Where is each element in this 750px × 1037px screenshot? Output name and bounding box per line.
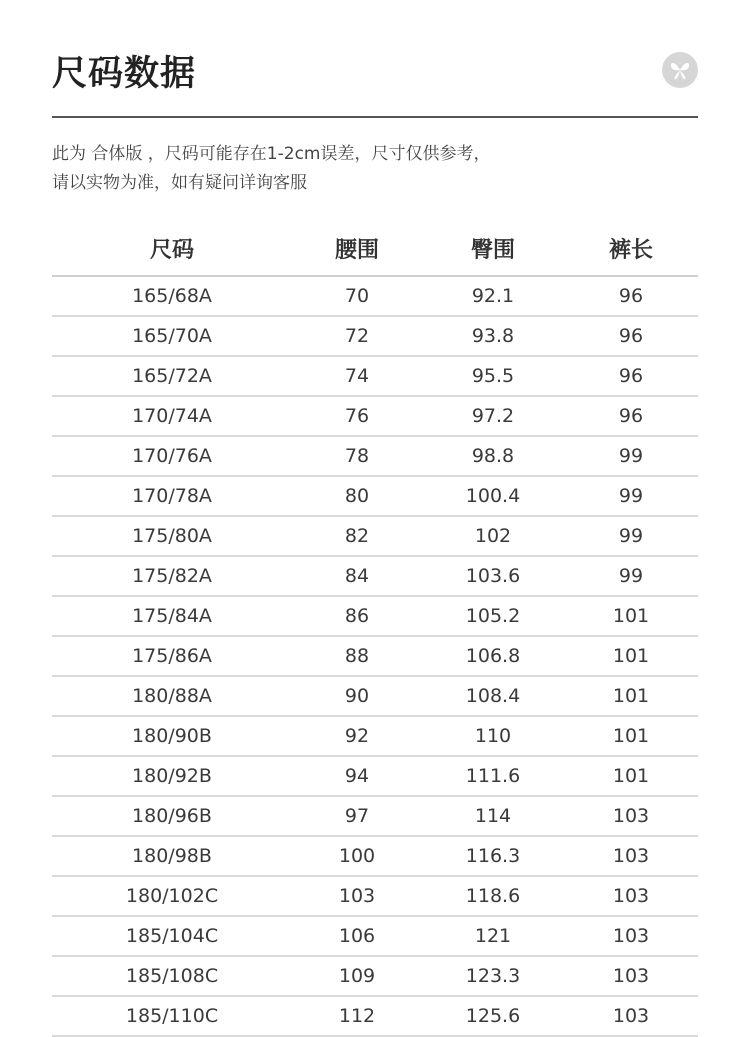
cell-waist: 76 bbox=[292, 396, 422, 436]
cell-hip: 100.4 bbox=[422, 476, 564, 516]
cell-size: 175/80A bbox=[52, 516, 292, 556]
cell-length: 101 bbox=[564, 716, 698, 756]
cell-waist: 84 bbox=[292, 556, 422, 596]
column-header-hip: 臀围 bbox=[422, 221, 564, 276]
cell-size: 180/88A bbox=[52, 676, 292, 716]
table-row bbox=[52, 836, 698, 876]
cell-hip: 92.1 bbox=[422, 276, 564, 316]
cell-length: 103 bbox=[564, 916, 698, 956]
cell-waist: 94 bbox=[292, 756, 422, 796]
cell-hip: 98.8 bbox=[422, 436, 564, 476]
cell-hip: 97.2 bbox=[422, 396, 564, 436]
cell-waist: 97 bbox=[292, 796, 422, 836]
cell-length: 99 bbox=[564, 516, 698, 556]
table-row bbox=[52, 676, 698, 716]
cell-length: 96 bbox=[564, 356, 698, 396]
table-row bbox=[52, 956, 698, 996]
cell-size: 180/98B bbox=[52, 836, 292, 876]
column-header-waist: 腰围 bbox=[292, 221, 422, 276]
cell-length: 99 bbox=[564, 476, 698, 516]
table-row bbox=[52, 556, 698, 596]
cell-hip: 108.4 bbox=[422, 676, 564, 716]
table-row bbox=[52, 276, 698, 316]
cell-length: 96 bbox=[564, 276, 698, 316]
table-row bbox=[52, 316, 698, 356]
size-table bbox=[52, 221, 698, 1037]
cell-length: 103 bbox=[564, 796, 698, 836]
table-row bbox=[52, 876, 698, 916]
page-title: 尺码数据 bbox=[52, 54, 197, 94]
table-row bbox=[52, 396, 698, 436]
cell-waist: 90 bbox=[292, 676, 422, 716]
cell-hip: 106.8 bbox=[422, 636, 564, 676]
cell-size: 180/92B bbox=[52, 756, 292, 796]
cell-length: 103 bbox=[564, 876, 698, 916]
cell-length: 101 bbox=[564, 676, 698, 716]
cell-hip: 123.3 bbox=[422, 956, 564, 996]
cell-length: 101 bbox=[564, 756, 698, 796]
cell-waist: 70 bbox=[292, 276, 422, 316]
title-divider bbox=[52, 116, 698, 118]
table-row bbox=[52, 996, 698, 1036]
cell-waist: 74 bbox=[292, 356, 422, 396]
column-header-size: 尺码 bbox=[52, 221, 292, 276]
cell-waist: 92 bbox=[292, 716, 422, 756]
cell-length: 96 bbox=[564, 316, 698, 356]
table-row bbox=[52, 476, 698, 516]
cell-waist: 112 bbox=[292, 996, 422, 1036]
table-row bbox=[52, 636, 698, 676]
table-row bbox=[52, 916, 698, 956]
cell-waist: 88 bbox=[292, 636, 422, 676]
cell-waist: 82 bbox=[292, 516, 422, 556]
cell-size: 165/72A bbox=[52, 356, 292, 396]
table-row bbox=[52, 516, 698, 556]
cell-hip: 95.5 bbox=[422, 356, 564, 396]
cell-waist: 80 bbox=[292, 476, 422, 516]
cell-hip: 118.6 bbox=[422, 876, 564, 916]
cell-waist: 106 bbox=[292, 916, 422, 956]
cell-size: 185/110C bbox=[52, 996, 292, 1036]
cell-hip: 93.8 bbox=[422, 316, 564, 356]
cell-waist: 103 bbox=[292, 876, 422, 916]
cell-hip: 116.3 bbox=[422, 836, 564, 876]
cell-size: 185/104C bbox=[52, 916, 292, 956]
cell-length: 101 bbox=[564, 596, 698, 636]
cell-length: 103 bbox=[564, 836, 698, 876]
note-line-1: 此为 合体版 ，尺码可能存在1-2cm误差，尺寸仅供参考， bbox=[52, 144, 491, 164]
cell-hip: 111.6 bbox=[422, 756, 564, 796]
cell-size: 170/78A bbox=[52, 476, 292, 516]
cell-size: 170/74A bbox=[52, 396, 292, 436]
cell-size: 180/90B bbox=[52, 716, 292, 756]
cell-waist: 109 bbox=[292, 956, 422, 996]
size-note bbox=[52, 140, 698, 198]
note-line-2: 请以实物为准，如有疑问详询客服 bbox=[52, 173, 307, 193]
table-body bbox=[52, 276, 698, 1036]
cell-size: 175/84A bbox=[52, 596, 292, 636]
table-row bbox=[52, 716, 698, 756]
cell-size: 170/76A bbox=[52, 436, 292, 476]
cell-size: 180/96B bbox=[52, 796, 292, 836]
butterfly-logo-icon bbox=[662, 52, 698, 88]
column-header-length: 裤长 bbox=[564, 221, 698, 276]
cell-hip: 110 bbox=[422, 716, 564, 756]
cell-size: 175/86A bbox=[52, 636, 292, 676]
cell-hip: 103.6 bbox=[422, 556, 564, 596]
cell-size: 185/108C bbox=[52, 956, 292, 996]
cell-hip: 121 bbox=[422, 916, 564, 956]
cell-waist: 78 bbox=[292, 436, 422, 476]
cell-size: 165/70A bbox=[52, 316, 292, 356]
cell-length: 103 bbox=[564, 996, 698, 1036]
cell-hip: 125.6 bbox=[422, 996, 564, 1036]
cell-length: 103 bbox=[564, 956, 698, 996]
cell-length: 99 bbox=[564, 556, 698, 596]
table-row bbox=[52, 596, 698, 636]
cell-waist: 86 bbox=[292, 596, 422, 636]
table-row bbox=[52, 756, 698, 796]
table-row bbox=[52, 356, 698, 396]
cell-hip: 105.2 bbox=[422, 596, 564, 636]
cell-length: 99 bbox=[564, 436, 698, 476]
cell-hip: 114 bbox=[422, 796, 564, 836]
cell-length: 101 bbox=[564, 636, 698, 676]
cell-size: 175/82A bbox=[52, 556, 292, 596]
table-row bbox=[52, 436, 698, 476]
cell-length: 96 bbox=[564, 396, 698, 436]
table-row bbox=[52, 796, 698, 836]
cell-hip: 102 bbox=[422, 516, 564, 556]
cell-waist: 100 bbox=[292, 836, 422, 876]
cell-size: 165/68A bbox=[52, 276, 292, 316]
cell-size: 180/102C bbox=[52, 876, 292, 916]
cell-waist: 72 bbox=[292, 316, 422, 356]
table-header-row bbox=[52, 221, 698, 276]
